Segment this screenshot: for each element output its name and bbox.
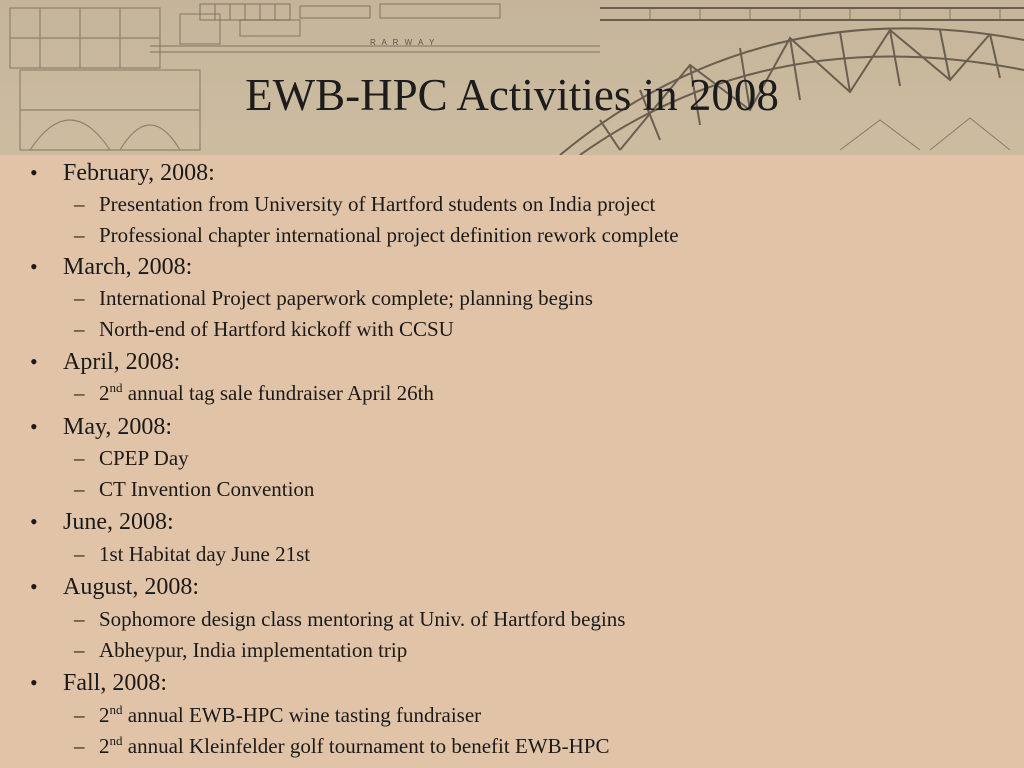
dash-glyph: – (74, 223, 85, 247)
sub-item-text: annual Kleinfelder golf tournament to benefit EWB-HPC (122, 734, 610, 758)
sub-item (74, 604, 625, 634)
sub-item (74, 314, 454, 344)
bullet-label: May, 2008: (63, 414, 173, 440)
dash-glyph: – (74, 638, 85, 662)
bullet-february (30, 157, 215, 189)
sub-item-text: Abheypur, India implementation trip (99, 638, 408, 662)
sub-item-text: 2 (99, 734, 110, 758)
sub-item (74, 189, 655, 219)
dash-glyph: – (74, 703, 85, 727)
dash-glyph: – (74, 192, 85, 216)
dash-glyph: – (74, 607, 85, 631)
slide-title: EWB-HPC Activities in 2008 (245, 70, 779, 120)
bullet-june (30, 506, 174, 538)
dash-glyph: – (74, 446, 85, 470)
sub-item-text: Presentation from University of Hartford students on India project (99, 192, 656, 216)
bullet-dot: • (30, 160, 38, 185)
bullet-dot: • (30, 574, 38, 599)
sub-item (74, 539, 310, 569)
sub-item-text: 2 (99, 381, 110, 405)
bullet-april (30, 346, 180, 378)
bullet-label: June, 2008: (63, 509, 174, 535)
sub-item (74, 443, 189, 473)
bullet-fall (30, 667, 167, 699)
dash-glyph: – (74, 542, 85, 566)
sub-item-text: annual tag sale fundraiser April 26th (122, 381, 434, 405)
sub-item-text: 2 (99, 703, 110, 727)
sub-item (74, 220, 679, 250)
sub-item-text: Sophomore design class mentoring at Univ. of Hartford begins (99, 607, 626, 631)
dash-glyph: – (74, 381, 85, 405)
ordinal-suffix: nd (109, 733, 123, 748)
sub-item-text: International Project paperwork complete; planning begins (99, 286, 593, 310)
ordinal-suffix: nd (109, 380, 123, 395)
bullet-label: Fall, 2008: (63, 670, 168, 696)
bullet-march (30, 251, 192, 283)
sub-item-text: CT Invention Convention (99, 477, 315, 501)
bullet-dot: • (30, 670, 38, 695)
sub-item (74, 700, 481, 730)
bullet-label: April, 2008: (63, 349, 181, 375)
header-banner (0, 0, 1024, 155)
dash-glyph: – (74, 477, 85, 501)
sub-item-text: 1st Habitat day June 21st (99, 542, 311, 566)
bullet-dot: • (30, 509, 38, 534)
bullet-label: February, 2008: (63, 160, 215, 186)
sub-item (74, 474, 314, 504)
sub-item (74, 635, 407, 665)
bullet-august (30, 571, 199, 603)
bullet-dot: • (30, 254, 38, 279)
dash-glyph: – (74, 734, 85, 758)
sub-item-text: North-end of Hartford kickoff with CCSU (99, 317, 454, 341)
bullet-may (30, 411, 172, 443)
header-sign-text: R A R W A Y (370, 38, 437, 47)
bullet-label: March, 2008: (63, 254, 193, 280)
sub-item (74, 731, 609, 761)
sub-item (74, 283, 593, 313)
dash-glyph: – (74, 286, 85, 310)
bullet-dot: • (30, 414, 38, 439)
bullet-label: August, 2008: (63, 574, 200, 600)
sub-item-text: Professional chapter international project definition rework complete (99, 223, 679, 247)
sub-item-text: annual EWB-HPC wine tasting fundraiser (122, 703, 482, 727)
sub-item-text: CPEP Day (99, 446, 189, 470)
dash-glyph: – (74, 317, 85, 341)
sub-item (74, 378, 434, 408)
bullet-dot: • (30, 349, 38, 374)
ordinal-suffix: nd (109, 702, 123, 717)
